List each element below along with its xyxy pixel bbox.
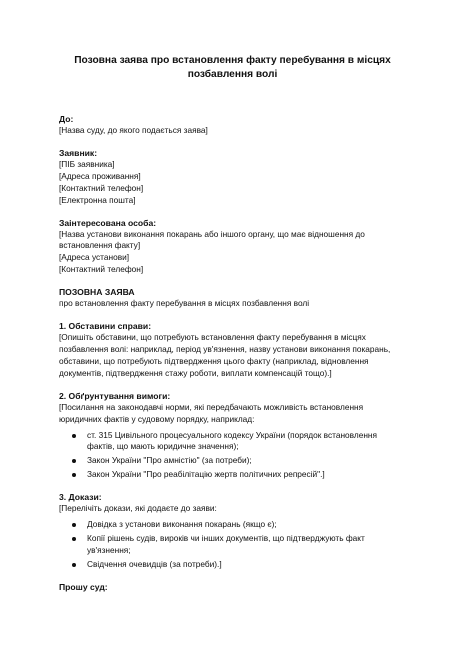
list-item [59, 430, 406, 454]
list-item-text: Свідчення очевидців (за потреби).] [87, 558, 222, 569]
list-item-text: Копії рішень судів, вироків чи інших документів, що підтверджують факт ув'язнення; [87, 532, 365, 555]
interested-party-block [59, 217, 406, 277]
applicant-email: [Електронна пошта] [59, 194, 136, 205]
list-item [59, 469, 406, 481]
applicant-phone: [Контактний телефон] [59, 182, 144, 193]
section-circumstances [59, 320, 406, 380]
bullet-icon [72, 459, 76, 463]
applicant-block [59, 147, 406, 207]
list-item-text: Закон України "Про амністію" (за потреби); [87, 455, 252, 466]
bullet-icon [72, 523, 76, 527]
section3-heading: 3. Докази: [59, 492, 102, 503]
section2-text: [Посилання на законодавчі норми, які передбачають можливість встановлення юридичних фактів у судовому порядку, наприклад: [59, 401, 364, 424]
list-item [59, 559, 406, 571]
section-evidence [59, 491, 406, 571]
claim-subheading: про встановлення факту перебування в місцях позбавлення волі [59, 298, 310, 309]
document-title: Позовна заява про встановлення факту перебування в місцях позбавлення волі [74, 55, 391, 80]
claim-heading: ПОЗОВНА ЗАЯВА [59, 287, 135, 298]
list-item-text: Довідка з установи виконання покарань (якщо є); [87, 519, 277, 530]
applicant-label: Заявник: [59, 147, 98, 158]
bullet-icon [72, 434, 76, 438]
section2-heading: 2. Обґрунтування вимоги: [59, 390, 171, 401]
bullet-icon [72, 473, 76, 477]
list-item [59, 533, 406, 557]
section2-list [59, 430, 406, 482]
applicant-name: [ПІБ заявника] [59, 158, 115, 169]
bullet-icon [72, 563, 76, 567]
request-block [59, 581, 406, 593]
section1-text: [Опишіть обставини, що потребують встановлення факту перебування в місцях позбавлення волі: наприклад, період ув'язнення, назву установи виконання покарань, обставини, що потребують підтвердження цього факту (наприклад, відновлення документів, підтвердження стажу роботи, виплати компенсацій тощо).] [59, 332, 391, 378]
list-item [59, 455, 406, 467]
institution-phone: [Контактний телефон] [59, 264, 144, 275]
institution-address: [Адреса установи] [59, 252, 130, 263]
applicant-address: [Адреса проживання] [59, 170, 141, 181]
section1-heading: 1. Обставини справи: [59, 321, 152, 332]
section-justification [59, 390, 406, 481]
list-item-text: Закон України "Про реабілітацію жертв політичних репресій".] [87, 469, 325, 480]
list-item-text: ст. 315 Цивільного процесуального кодексу України (порядок встановлення фактів, що мають юридичне значення); [87, 429, 377, 452]
institution-name: [Назва установи виконання покарань або іншого органу, що має відношення до встановлення факту] [59, 228, 365, 251]
addressee-block [59, 113, 406, 137]
claim-heading-block [59, 286, 406, 310]
court-name-placeholder: [Назва суду, до якого подається заява] [59, 125, 208, 135]
bullet-icon [72, 537, 76, 541]
to-label: До: [59, 114, 74, 124]
request-heading: Прошу суд: [59, 581, 108, 592]
section3-text: [Перелічіть докази, які додаєте до заяви: [59, 503, 217, 514]
interested-label: Заінтересована особа: [59, 217, 157, 228]
section3-list [59, 519, 406, 571]
list-item [59, 519, 406, 531]
